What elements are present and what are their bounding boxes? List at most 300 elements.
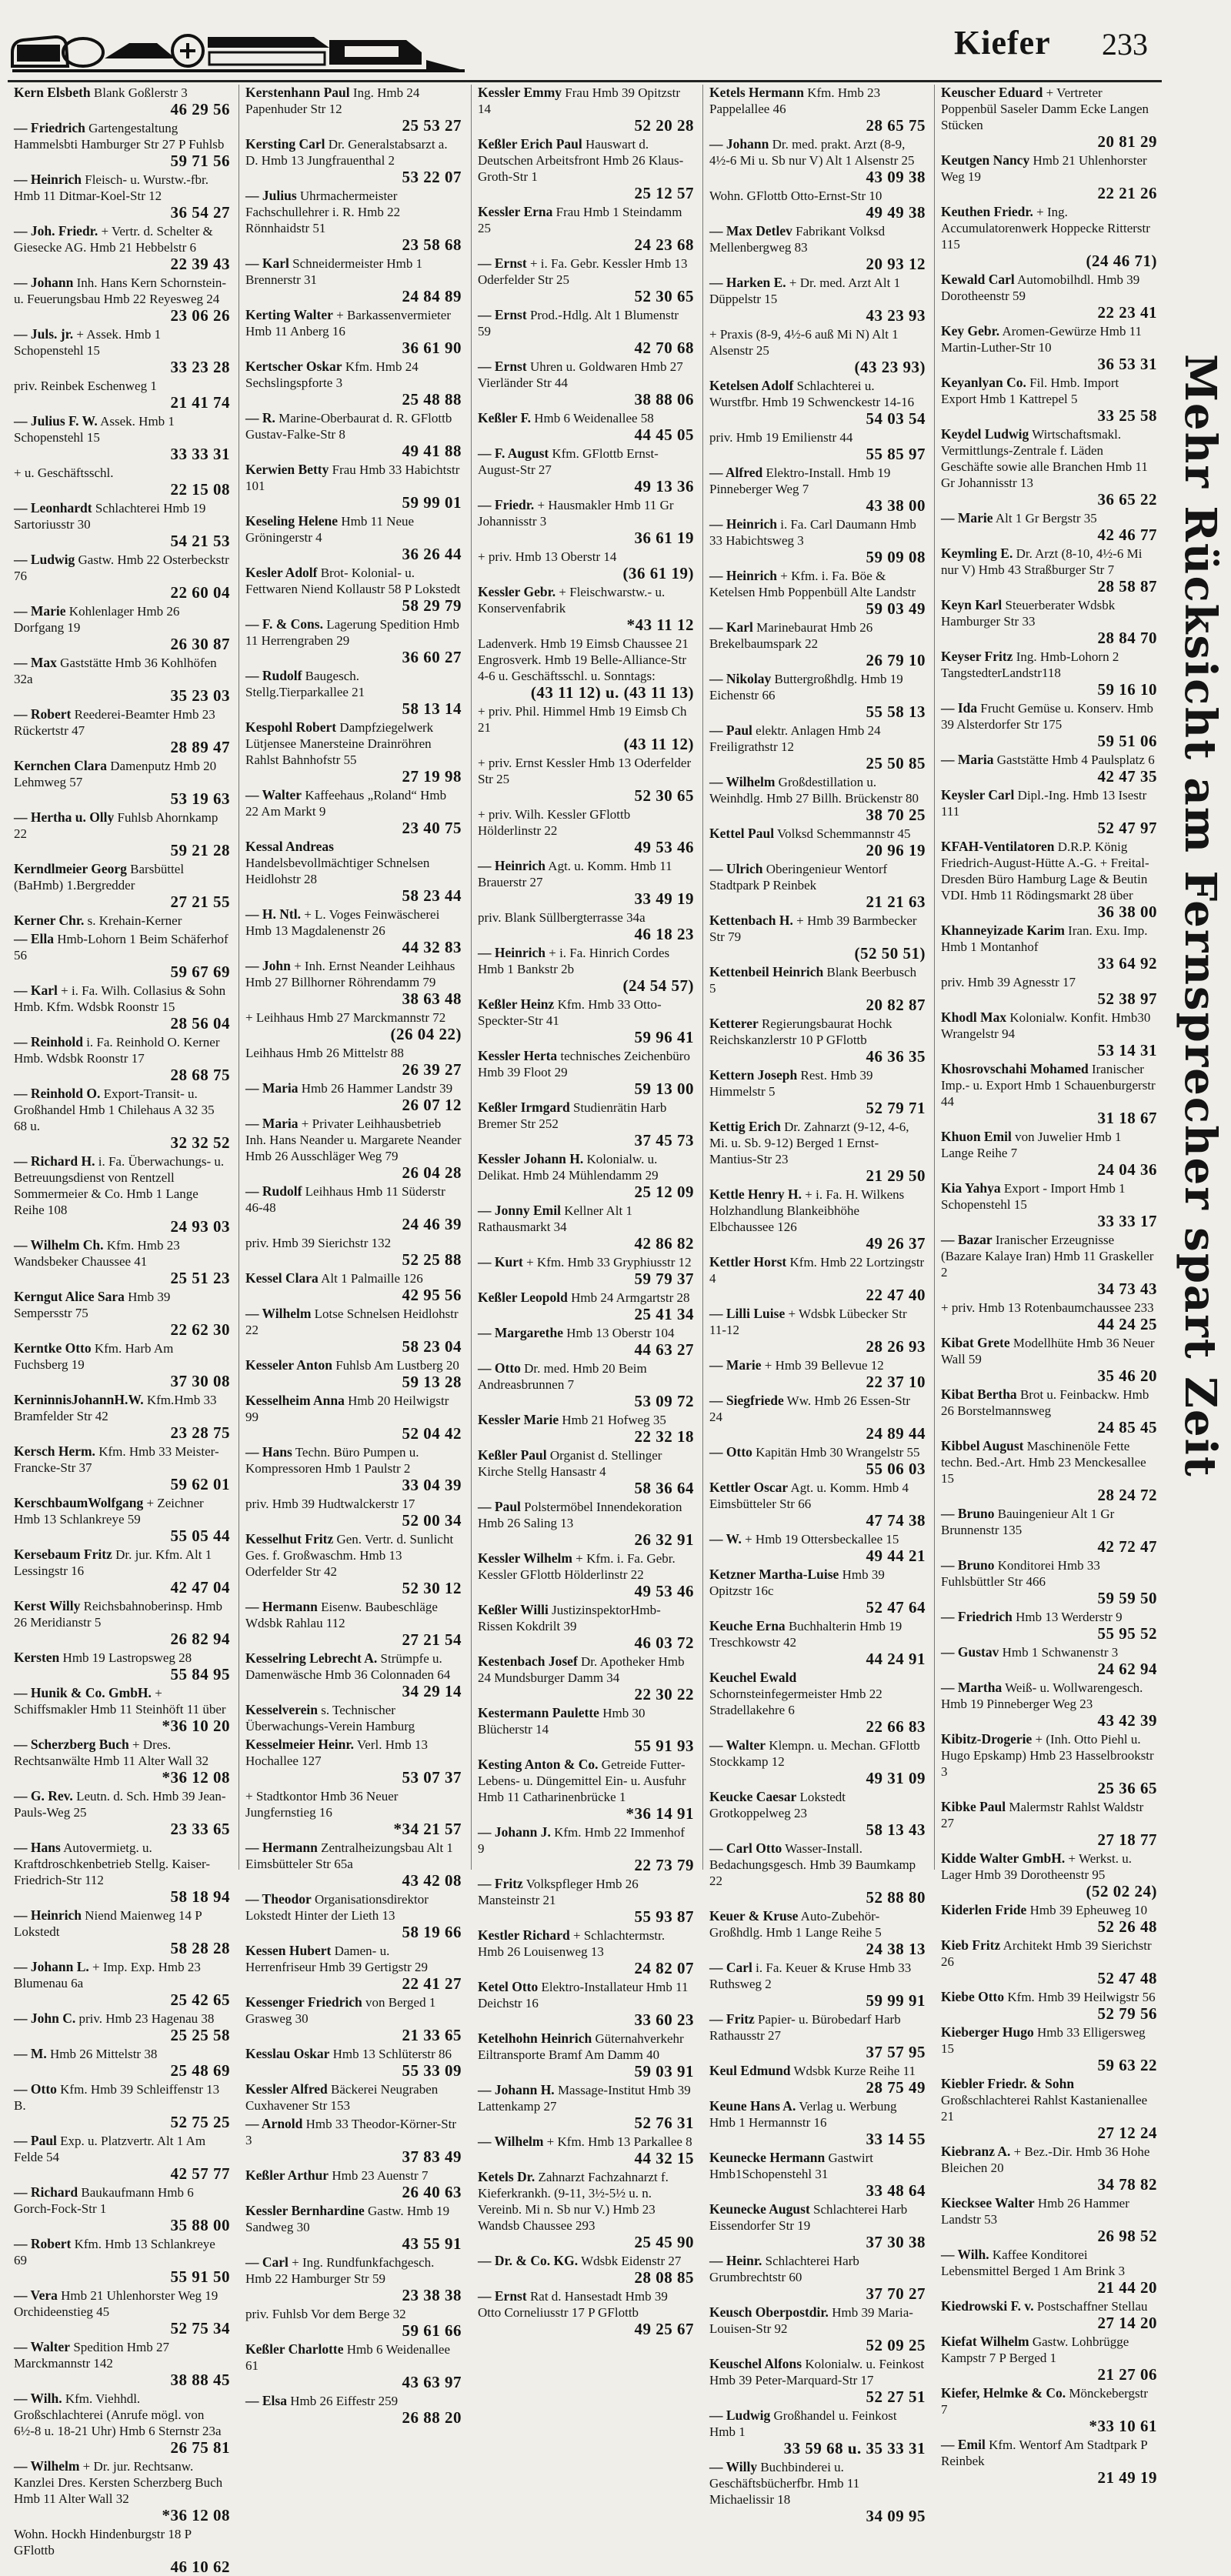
directory-entry — [478, 359, 694, 408]
entry-description: Exp. u. Platzvertr. Alt 1 Am Felde 54 — [14, 2134, 206, 2164]
entry-phone-number: 49 53 46 — [634, 838, 694, 856]
entry-description: Spedition Hmb 27 Marckmannstr 142 — [14, 2340, 169, 2371]
entry-name: — Heinrich — [14, 1907, 82, 1923]
entry-name: Keysler Carl — [941, 787, 1015, 802]
entry-name: Key Gebr. — [941, 323, 1000, 339]
entry-description: + L. Voges Feinwäscherei Hmb 13 Magdalenenstr 26 — [245, 907, 440, 938]
entry-description: Kfm. Hmb 39 Heilwigstr 56 — [1007, 1990, 1156, 2004]
directory-entry — [709, 671, 926, 720]
directory-entry — [245, 1702, 462, 1734]
entry-phone-number: 20 82 87 — [866, 996, 926, 1014]
entry-description: Kfm. Wentorf Am Stadtpark P Reinbek — [941, 2438, 1148, 2468]
directory-entry — [478, 1876, 694, 1925]
entry-description: Gartengestaltung Hammelsbti Hamburger Str 27 P Fuhlsb — [14, 121, 225, 152]
entry-description: Kohlenlager Hmb 26 Dorfgang 19 — [14, 604, 180, 635]
entry-description: + priv. Wilh. Kessler GFlottb Hölderlinstr 22 — [478, 807, 631, 838]
directory-entry — [245, 2341, 462, 2391]
entry-name: Keuthen Friedr. — [941, 204, 1033, 219]
running-header-name: Kiefer — [954, 24, 1051, 62]
directory-entry — [14, 2287, 230, 2337]
entry-description: Mönckebergstr 7 — [941, 2386, 1149, 2417]
entry-name: Kernchen Clara — [14, 758, 108, 773]
entry-name: — Reinhold O. — [14, 1086, 101, 1101]
entry-phone-number: *36 12 08 — [162, 1768, 230, 1787]
entry-description: Regierungsbaurat Hochk Reichskanzlerstr 10 P GFlottb — [709, 1016, 892, 1047]
directory-entry — [478, 1325, 694, 1358]
directory-entry — [14, 2010, 230, 2044]
entry-description: Massage-Institut Hmb 39 Lattenkamp 27 — [478, 2083, 691, 2114]
entry-description: Hmb 21 Uhlenhorster Weg 19 — [941, 153, 1147, 184]
entry-description: Hmb 1 Schwanenstr 3 — [1002, 1645, 1119, 1660]
entry-phone-number: *43 11 12 — [626, 616, 694, 634]
entry-description: Wdsbk Eidenstr 27 — [581, 2254, 682, 2268]
entry-phone-number: 59 71 56 — [170, 152, 230, 170]
entry-phone-number: *36 14 91 — [626, 1804, 694, 1823]
directory-entry — [14, 378, 230, 411]
entry-phone-number: 27 14 20 — [1097, 2314, 1157, 2332]
entry-phone-number: 26 39 27 — [402, 1060, 462, 1079]
entry-phone-number: 21 29 50 — [866, 1166, 926, 1185]
entry-name: — Marie — [941, 510, 993, 526]
directory-column-3 — [471, 85, 697, 2338]
entry-name: — Hermann — [245, 1840, 318, 1855]
directory-entry — [941, 546, 1157, 595]
entry-description: Prod.-Hdlg. Alt 1 Blumenstr 59 — [478, 308, 679, 339]
directory-entry — [941, 1680, 1157, 1729]
entry-description: + priv. Ernst Kessler Hmb 13 Oderfelder Str 25 — [478, 756, 692, 786]
entry-description: + Bez.-Dir. Hmb 36 Hohe Bleichen 20 — [941, 2144, 1150, 2175]
entry-description: Organisationsdirektor Lokstedt Hinter der Lieth 13 — [245, 1892, 429, 1923]
directory-column-1 — [8, 85, 233, 2576]
entry-phone-number: 59 09 08 — [866, 548, 926, 566]
directory-entry — [709, 1254, 926, 1303]
entry-description: priv. Hmb 39 Agnesstr 17 — [941, 975, 1076, 989]
directory-entry — [14, 2184, 230, 2234]
entry-name: Kessen Hubert — [245, 1943, 332, 1958]
entry-phone-number: 43 38 00 — [866, 496, 926, 515]
entry-description: + priv. Hmb 13 Oberstr 14 — [478, 549, 617, 564]
entry-description: + Privater Leihhausbetrieb Inh. Hans Neander u. Margarete Neander Hmb 26 Ausschläger Weg 79 — [245, 1116, 462, 1163]
entry-phone-number: 49 26 37 — [866, 1234, 926, 1253]
entry-phone-number: 27 21 55 — [170, 893, 230, 911]
entry-description: + Vertr. d. Schelter & Giesecke AG. Hmb 21 Hebbelstr 6 — [14, 224, 213, 255]
entry-name: Kettenbach H. — [709, 913, 793, 928]
entry-name: — Robert — [14, 706, 72, 722]
entry-name: Ketzner Martha-Luise — [709, 1567, 839, 1582]
entry-name: Kettel Paul — [709, 826, 775, 841]
entry-phone-number: 24 89 44 — [866, 1424, 926, 1443]
entry-phone-number: 53 19 63 — [170, 789, 230, 808]
entry-phone-number: 24 04 36 — [1097, 1160, 1157, 1179]
directory-entry — [478, 1048, 694, 1097]
entry-name: Keßler F. — [478, 410, 532, 425]
entry-description: Frau Hmb 33 Habichtstr 101 — [245, 462, 460, 493]
entry-description: + i. Fa. Wilh. Collasius & Sohn Hmb. Kfm. Wdsbk Roonstr 15 — [14, 983, 226, 1014]
entry-phone-number: 27 21 54 — [402, 1630, 462, 1649]
directory-entry — [245, 1531, 462, 1597]
directory-entry — [709, 2253, 926, 2302]
entry-phone-number: 55 58 13 — [866, 702, 926, 721]
entry-name: — Gustav — [941, 1644, 999, 1660]
advertising-logos-icon — [6, 22, 468, 77]
entry-name: — Friedr. — [478, 497, 535, 512]
directory-entry — [14, 172, 230, 221]
directory-entry — [14, 1034, 230, 1083]
entry-name: — Ernst — [478, 307, 527, 322]
entry-name: Keuscher Eduard — [941, 85, 1043, 100]
entry-phone-number: 37 83 49 — [402, 2147, 462, 2166]
entry-name: — Robert — [14, 2236, 72, 2251]
entry-description: Kfm. Hmb 13 Schlankreye 69 — [14, 2237, 215, 2267]
entry-name: Khanneyizade Karim — [941, 923, 1065, 938]
entry-name: Kesselmeier Heinr. — [245, 1737, 354, 1752]
directory-entry — [941, 2195, 1157, 2244]
directory-entry — [941, 152, 1157, 202]
entry-name: — Paul — [14, 2133, 57, 2148]
entry-description: Kfm. Hmb 22 Immenhof 9 — [478, 1825, 686, 1856]
entry-phone-number: 44 32 83 — [402, 938, 462, 956]
directory-entry — [245, 1943, 462, 1992]
directory-entry — [245, 2167, 462, 2201]
entry-phone-number: 54 21 53 — [170, 532, 230, 550]
entry-description: Brot u. Feinbackw. Hmb 26 Borstelmannsweg — [941, 1387, 1149, 1418]
entry-phone-number: 55 84 95 — [170, 1665, 230, 1683]
directory-entry — [14, 2081, 230, 2131]
entry-description: Assek. Hmb 1 Schopenstehl 15 — [14, 414, 175, 445]
directory-entry — [478, 1290, 694, 1323]
entry-phone-number: 21 27 06 — [1097, 2365, 1157, 2384]
entry-description: Dipl.-Ing. Hmb 13 Isestr 111 — [941, 788, 1147, 819]
entry-description: + (Inh. Otto Piehl u. Hugo Epskamp) Hmb 23 Hasselbrookstr 3 — [941, 1732, 1154, 1779]
entry-phone-number: 25 53 27 — [402, 116, 462, 135]
entry-phone-number: 59 59 50 — [1097, 1589, 1157, 1607]
entry-name: Kieb Fritz — [941, 1937, 1001, 1953]
entry-name: Keßler Paul — [478, 1447, 547, 1463]
directory-entry — [14, 931, 230, 980]
directory-entry — [478, 636, 694, 701]
directory-entry — [245, 1306, 462, 1355]
entry-phone-number: 28 24 72 — [1097, 1486, 1157, 1504]
entry-name: Keune Hans A. — [709, 2098, 796, 2114]
entry-description: Kfm. Hmb 22 Lortzingstr 4 — [709, 1255, 925, 1286]
entry-phone-number: 59 62 01 — [170, 1475, 230, 1493]
directory-entry — [709, 1016, 926, 1065]
entry-description: Rest. Hmb 39 Himmelstr 5 — [709, 1068, 873, 1099]
entry-name: KerninnisJohannH.W. — [14, 1392, 144, 1407]
directory-entry — [478, 2134, 694, 2167]
entry-name: — Ernst — [478, 255, 527, 271]
entry-description: Autovermietg. u. Kraftdroschkenbetrieb Stellg. Kaiser-Friedrich-Str 112 — [14, 1840, 211, 1887]
directory-entry — [478, 1254, 694, 1287]
directory-entry — [709, 861, 926, 910]
entry-phone-number: 59 61 66 — [402, 2321, 462, 2340]
entry-name: Keyn Karl — [941, 597, 1002, 612]
directory-entry — [709, 85, 926, 134]
entry-description: s. Krehain-Kerner — [87, 913, 182, 928]
entry-phone-number: 33 49 19 — [634, 889, 694, 908]
directory-entry — [709, 1567, 926, 1616]
entry-description: Klempn. u. Mechan. GFlottb Stockkamp 12 — [709, 1738, 920, 1769]
directory-entry — [478, 1927, 694, 1977]
directory-entry — [245, 1270, 462, 1303]
directory-entry — [245, 565, 462, 614]
entry-name: — Julius — [245, 188, 297, 203]
entry-name: Kersten — [14, 1650, 60, 1665]
entry-phone-number: 55 06 03 — [866, 1460, 926, 1478]
entry-name: Khodl Max — [941, 1009, 1007, 1025]
directory-entry — [709, 465, 926, 514]
directory-entry — [709, 1618, 926, 1667]
entry-phone-number: 49 31 09 — [866, 1769, 926, 1787]
header-divider — [8, 80, 1162, 82]
directory-entry — [245, 85, 462, 134]
entry-description: Gastw. Hmb 19 Sandweg 30 — [245, 2204, 450, 2234]
directory-entry — [478, 1360, 694, 1410]
directory-entry — [709, 1908, 926, 1957]
entry-description: Organist d. Stellinger Kirche Stellg Hansastr 4 — [478, 1448, 662, 1479]
entry-name: — Maria — [941, 752, 994, 767]
entry-name: — Willy — [709, 2459, 758, 2474]
entry-description: Ing. Hmb-Lohorn 2 TangstedterLandstr118 — [941, 649, 1119, 680]
entry-phone-number: *33 10 61 — [1089, 2417, 1157, 2435]
entry-phone-number: 58 28 28 — [170, 1939, 230, 1957]
entry-description: Schlachterei Harb Eissendorfer Str 19 — [709, 2202, 908, 2233]
entry-phone-number: 52 00 34 — [402, 1511, 462, 1530]
entry-phone-number: 25 50 85 — [866, 754, 926, 772]
entry-phone-number: 26 07 12 — [402, 1096, 462, 1114]
directory-entry — [941, 204, 1157, 269]
entry-description: + Vertreter Poppenbül Saseler Damm Ecke Langen Stücken — [941, 85, 1149, 132]
directory-entry — [709, 1067, 926, 1116]
entry-phone-number: 49 53 46 — [634, 1582, 694, 1600]
entry-name: Kerngut Alice Sara — [14, 1289, 125, 1304]
entry-phone-number: 25 42 65 — [170, 1990, 230, 2009]
entry-name: — Heinrich — [14, 172, 82, 187]
entry-description: Iranischer Erzeugnisse (Bazare Kalaye Iran) Hmb 11 Graskeller 2 — [941, 1233, 1154, 1280]
directory-entry — [245, 906, 462, 956]
entry-phone-number: 53 22 07 — [402, 168, 462, 186]
directory-entry — [478, 85, 694, 134]
entry-phone-number: 43 42 08 — [402, 1871, 462, 1890]
entry-name: — Kurt — [478, 1254, 523, 1270]
entry-phone-number: 26 04 28 — [402, 1163, 462, 1182]
directory-entry — [709, 1393, 926, 1442]
entry-name: Kerner Chr. — [14, 913, 85, 928]
entry-name: Kiebranz A. — [941, 2144, 1011, 2159]
directory-entry — [478, 549, 694, 582]
entry-description: Weiß- u. Wollwarengesch. Hmb 19 Pinneberger Weg 23 — [941, 1680, 1143, 1711]
entry-name: — Fritz — [478, 1876, 523, 1891]
entry-name: — Walter — [14, 2339, 71, 2354]
directory-entry — [941, 2024, 1157, 2074]
directory-entry — [941, 839, 1157, 920]
directory-entry — [478, 1824, 694, 1874]
entry-description: + i. Fa. H. Wilkens Holzhandlung Blankeibhöhe Elbchaussee 126 — [709, 1187, 905, 1234]
entry-description: i. Fa. Carl Daumann Hmb 33 Habichtsweg 3 — [709, 517, 916, 548]
entry-name: Keßler Arthur — [245, 2167, 329, 2183]
entry-name: — Elsa — [245, 2393, 287, 2408]
entry-phone-number: 22 15 08 — [170, 480, 230, 499]
entry-name: — Ernst — [478, 359, 527, 374]
entry-name: Kersch Herm. — [14, 1443, 95, 1459]
directory-entry — [14, 1392, 230, 1441]
directory-entry — [478, 755, 694, 804]
entry-name: — Ernst — [478, 2288, 527, 2304]
directory-entry — [941, 1438, 1157, 1503]
entry-name: Kesting Anton & Co. — [478, 1757, 599, 1772]
entry-description: Malermstr Rahlst Waldstr 27 — [941, 1800, 1144, 1830]
entry-phone-number: 26 75 81 — [170, 2438, 230, 2457]
entry-description: Wohn. GFlottb Otto-Ernst-Str 10 — [709, 189, 882, 203]
directory-entry — [941, 1989, 1157, 2022]
directory-entry — [14, 861, 230, 910]
directory-entry — [478, 1447, 694, 1497]
entry-phone-number: 25 25 58 — [170, 2026, 230, 2044]
directory-entry — [941, 1850, 1157, 1900]
directory-entry — [14, 1086, 230, 1151]
entry-description: Postschaffner Stellau — [1036, 2299, 1148, 2314]
entry-description: JustizinspektorHmb-Rissen Kokdrilt 39 — [478, 1603, 661, 1633]
entry-name: Keßler Irmgard — [478, 1099, 570, 1115]
entry-description: Wdsbk Kurze Reihe 11 — [793, 2064, 916, 2078]
entry-phone-number: 58 29 79 — [402, 596, 462, 615]
directory-entry — [14, 1495, 230, 1544]
directory-entry — [478, 584, 694, 633]
side-slogan-text: Mehr Rücksicht am Fernsprecher spart Zeit — [1175, 353, 1226, 1478]
entry-phone-number: 25 45 90 — [634, 2233, 694, 2251]
entry-description: + Fleischwarstw.- u. Konservenfabrik — [478, 585, 666, 616]
entry-phone-number: 59 96 41 — [634, 1028, 694, 1046]
entry-description: Zahnarzt Fachzahnarzt f. Kieferkrankh. (9-11, 3½-5½ u. n. Vereinb. Mi n. Sb nur V.) Hmb 23 Wandsb Chaussee 293 — [478, 2170, 669, 2233]
entry-phone-number: 55 91 50 — [170, 2267, 230, 2286]
entry-name: Kerntke Otto — [14, 1340, 92, 1356]
entry-description: Kfm. GFlottb Ernst-August-Str 27 — [478, 446, 659, 477]
entry-description: Dr. med. prakt. Arzt (8-9, 4½-6 Mi u. Sb nur V) Alt 1 Alsenstr 25 — [709, 137, 915, 168]
entry-description: Kfm. Hmb 39 Schleiffenstr 13 B. — [14, 2082, 220, 2113]
entry-description: Lokstedt Grotkoppelweg 23 — [709, 1790, 846, 1820]
entry-name: — Johann L. — [14, 1959, 89, 1974]
entry-description: + Imp. Exp. Hmb 23 Blumenau 6a — [14, 1960, 201, 1990]
entry-phone-number: 25 12 09 — [634, 1183, 694, 1201]
page-header — [0, 0, 1231, 85]
directory-entry — [941, 974, 1157, 1007]
entry-name: — F. August — [478, 445, 549, 461]
directory-entry — [941, 1506, 1157, 1555]
directory-entry — [478, 1499, 694, 1548]
entry-description: i. Fa. Überwachungs- u. Betreuungsdienst von Rentzell Sommermeier & Co. Hmb 1 Lange Reihe 108 — [14, 1154, 225, 1217]
entry-name: — Julius F. W. — [14, 413, 98, 429]
entry-description: Handelsbevollmächtiger Schnelsen Heidlohstr 28 — [245, 856, 430, 886]
directory-entry — [709, 722, 926, 772]
entry-phone-number: 23 40 75 — [402, 819, 462, 837]
entry-phone-number: 23 58 68 — [402, 235, 462, 254]
entry-name: — Hans — [14, 1840, 61, 1855]
entry-description: elektr. Anlagen Hmb 24 Freiligrathstr 12 — [709, 723, 881, 754]
entry-phone-number: 58 23 44 — [402, 886, 462, 905]
directory-entry — [14, 1598, 230, 1647]
entry-description: Ww. Hmb 26 Essen-Str 24 — [709, 1393, 911, 1424]
entry-phone-number: 44 24 25 — [1097, 1315, 1157, 1333]
entry-phone-number: 26 88 20 — [402, 2408, 462, 2427]
entry-name: — Heinr. — [709, 2253, 762, 2268]
entry-name: — Harken E. — [709, 275, 786, 290]
entry-phone-number: 36 54 27 — [170, 203, 230, 222]
entry-phone-number: 33 04 39 — [402, 1476, 462, 1494]
entry-name: — Johann H. — [478, 2082, 555, 2097]
directory-entry — [478, 136, 694, 202]
entry-description: priv. Hmb 39 Hudtwalckerstr 17 — [245, 1497, 415, 1511]
entry-name: — R. — [245, 410, 275, 425]
entry-name: — Joh. Friedr. — [14, 223, 98, 239]
entry-description: Getreide Futter- Lebens- u. Düngemittel Ein- u. Ausfuhr Hmb 11 Catharinenbrücke 1 — [478, 1757, 686, 1804]
entry-phone-number: 58 13 14 — [402, 699, 462, 718]
entry-description: Reederei-Beamter Hmb 23 Rückertstr 47 — [14, 707, 215, 738]
entry-description: Kfm. Hmb 33 Meister-Francke-Str 37 — [14, 1444, 219, 1475]
entry-name: Keucke Caesar — [709, 1789, 797, 1804]
directory-entry — [709, 2150, 926, 2199]
directory-entry — [478, 445, 694, 495]
entry-phone-number: 25 36 65 — [1097, 1779, 1157, 1797]
entry-name: Keydel Ludwig — [941, 426, 1029, 442]
entry-description: Frucht Gemüse u. Konserv. Hmb 39 Alsterdorfer Str 175 — [941, 701, 1154, 732]
entry-description: Güternahverkehr Eiltransporte Bramf Am Damm 40 — [478, 2031, 684, 2062]
directory-entry — [245, 787, 462, 836]
entry-name: — Johann J. — [478, 1824, 551, 1840]
entry-description: Automobilhdl. Hmb 39 Dorotheenstr 59 — [941, 272, 1140, 303]
entry-description: Dr. med. Hmb 20 Beim Andreasbrunnen 7 — [478, 1361, 647, 1392]
entry-phone-number: 58 23 04 — [402, 1337, 462, 1356]
entry-phone-number: 36 60 27 — [402, 648, 462, 666]
entry-name: — Leonhardt — [14, 500, 92, 516]
entry-name: Kesselheim Anna — [245, 1393, 345, 1408]
entry-description: Kellner Alt 1 Rathausmarkt 34 — [478, 1203, 632, 1234]
directory-entry — [941, 1799, 1157, 1848]
directory-entry — [709, 2011, 926, 2060]
entry-name: Kessler Gebr. — [478, 584, 556, 599]
entry-phone-number: 27 12 24 — [1097, 2124, 1157, 2142]
entry-phone-number: 33 33 31 — [170, 445, 230, 463]
entry-phone-number: 43 23 93 — [866, 306, 926, 325]
entry-phone-number: 43 55 91 — [402, 2234, 462, 2253]
entry-description: Kfm.Hmb 33 Bramfelder Str 42 — [14, 1393, 217, 1423]
entry-name: — Max — [14, 655, 57, 670]
entry-description: Frau Hmb 1 Steindamm 25 — [478, 205, 682, 235]
entry-name: — Walter — [245, 787, 302, 802]
entry-name: — M. — [14, 2046, 47, 2061]
entry-phone-number: 58 13 43 — [866, 1820, 926, 1839]
entry-description: i. Fa. Reinhold O. Kerner Hmb. Wdsbk Roonstr 17 — [14, 1035, 220, 1066]
entry-description: Hmb 33 Theodor-Körner-Str 3 — [245, 2117, 457, 2147]
directory-entry — [14, 2339, 230, 2388]
directory-entry — [941, 1386, 1157, 1436]
entry-phone-number: 49 44 21 — [866, 1547, 926, 1565]
directory-entry — [709, 2407, 926, 2457]
entry-phone-number: 52 76 31 — [634, 2114, 694, 2132]
entry-description: s. Technischer Überwachungs-Verein Hamburg — [245, 1703, 415, 1733]
entry-description: Iranischer Imp.- u. Export Hmb 1 Schauenburgerstr 44 — [941, 1062, 1156, 1109]
entry-phone-number: 38 88 06 — [634, 390, 694, 409]
entry-description: Kfm. Hmb 24 Sechslingspforte 3 — [245, 359, 419, 390]
entry-description: Buchhalterin Hmb 19 Treschkowstr 42 — [709, 1619, 902, 1650]
entry-description: + Leihhaus Hmb 27 Marckmannstr 72 — [245, 1010, 446, 1025]
entry-description: Marinebaurat Hmb 26 Brekelbaumspark 22 — [709, 620, 873, 651]
entry-phone-number: 33 48 64 — [866, 2181, 926, 2200]
entry-phone-number: 21 33 65 — [402, 2026, 462, 2044]
entry-name: Kessel Clara — [245, 1270, 319, 1286]
entry-name: KFAH-Ventilatoren — [941, 839, 1055, 854]
entry-phone-number: 59 63 22 — [1097, 2056, 1157, 2074]
entry-description: Hmb 23 Auenstr 7 — [332, 2168, 429, 2183]
